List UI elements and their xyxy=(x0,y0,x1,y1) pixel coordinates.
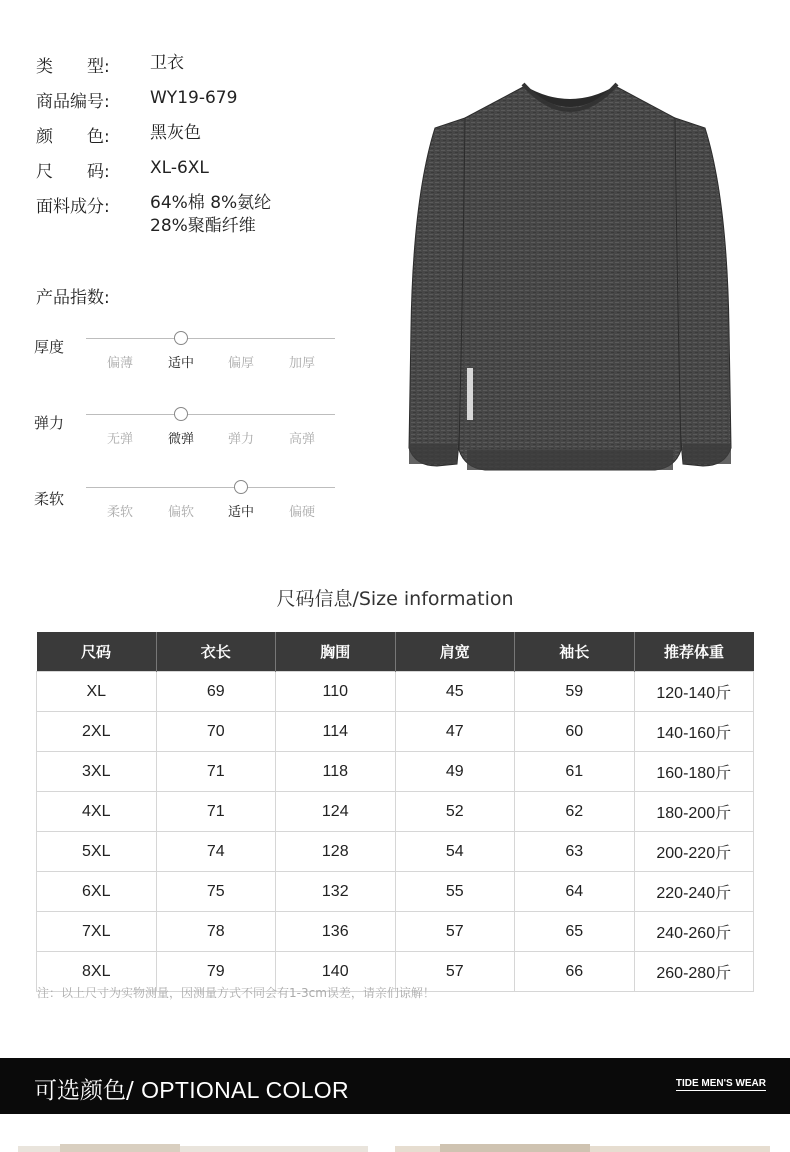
table-cell: 75 xyxy=(156,872,276,912)
table-row xyxy=(37,912,754,952)
table-cell: 57 xyxy=(395,912,515,952)
table-cell: 6XL xyxy=(37,872,157,912)
table-cell: 71 xyxy=(156,752,276,792)
table-cell: 200-220斤 xyxy=(634,832,754,872)
index-option: 加厚 xyxy=(288,356,315,371)
table-cell: 47 xyxy=(395,712,515,752)
table-cell: 110 xyxy=(276,672,396,712)
index-track xyxy=(86,338,335,339)
table-cell: 140 xyxy=(276,952,396,992)
index-option: 偏硬 xyxy=(288,505,315,520)
spec-value-line2: 28%聚酯纤维 xyxy=(150,216,256,236)
spec-value: XL-6XL xyxy=(150,158,209,178)
spec-value: 卫衣 xyxy=(150,53,184,73)
spec-value: 64%棉 8%氨纶 xyxy=(150,193,272,213)
index-track xyxy=(86,487,335,488)
table-cell: 64 xyxy=(515,872,635,912)
index-label: 柔软 xyxy=(34,490,65,508)
table-row xyxy=(37,832,754,872)
table-cell: XL xyxy=(37,672,157,712)
header-cell: 袖长 xyxy=(515,632,635,672)
table-cell: 180-200斤 xyxy=(634,792,754,832)
table-row xyxy=(37,712,754,752)
index-knob xyxy=(234,480,248,494)
measurement-note: 注：以上尺寸为实物测量，因测量方式不同会有1-3cm误差，请亲们谅解！ xyxy=(37,986,435,1000)
table-cell: 160-180斤 xyxy=(634,752,754,792)
table-cell: 45 xyxy=(395,672,515,712)
table-cell: 120-140斤 xyxy=(634,672,754,712)
table-row xyxy=(37,872,754,912)
size-table xyxy=(36,632,754,992)
table-cell: 260-280斤 xyxy=(634,952,754,992)
index-option: 弹力 xyxy=(227,432,254,447)
brand-label: TIDE MEN'S WEAR xyxy=(675,1078,766,1089)
header-cell: 尺码 xyxy=(37,632,157,672)
header-cell: 衣长 xyxy=(156,632,276,672)
spec-value: WY19-679 xyxy=(150,88,238,108)
index-title: 产品指数: xyxy=(36,288,110,308)
table-cell: 57 xyxy=(395,952,515,992)
header-cell: 胸围 xyxy=(276,632,396,672)
index-option: 适中 xyxy=(227,505,254,520)
table-cell: 114 xyxy=(276,712,396,752)
spec-value: 黑灰色 xyxy=(150,123,201,143)
table-cell: 79 xyxy=(156,952,276,992)
table-cell: 70 xyxy=(156,712,276,752)
spec-key: 颜 色: xyxy=(36,127,110,147)
banner-title-en: OPTIONAL COLOR xyxy=(141,1077,349,1103)
index-option: 无弹 xyxy=(106,432,133,447)
table-cell: 65 xyxy=(515,912,635,952)
table-cell: 128 xyxy=(276,832,396,872)
table-cell: 61 xyxy=(515,752,635,792)
size-table-header xyxy=(37,632,754,672)
table-cell: 124 xyxy=(276,792,396,832)
index-knob xyxy=(174,331,188,345)
table-cell: 71 xyxy=(156,792,276,832)
index-option: 偏薄 xyxy=(106,356,133,371)
table-cell: 63 xyxy=(515,832,635,872)
table-cell: 62 xyxy=(515,792,635,832)
index-track xyxy=(86,414,335,415)
color-preview-strip xyxy=(0,1142,790,1152)
size-info-title: 尺码信息/Size information xyxy=(276,588,514,610)
index-option: 偏厚 xyxy=(227,356,254,371)
table-row xyxy=(37,752,754,792)
index-knob xyxy=(174,407,188,421)
table-cell: 74 xyxy=(156,832,276,872)
table-cell: 69 xyxy=(156,672,276,712)
table-cell: 3XL xyxy=(37,752,157,792)
banner-title xyxy=(34,1072,349,1105)
table-cell: 66 xyxy=(515,952,635,992)
banner-title-cn: 可选颜色/ xyxy=(34,1078,134,1104)
index-option: 微弹 xyxy=(167,432,194,447)
table-cell: 59 xyxy=(515,672,635,712)
table-cell: 8XL xyxy=(37,952,157,992)
table-row xyxy=(37,672,754,712)
table-cell: 4XL xyxy=(37,792,157,832)
table-cell: 132 xyxy=(276,872,396,912)
spec-key: 尺 码: xyxy=(36,162,110,182)
header-cell: 肩宽 xyxy=(395,632,515,672)
optional-color-banner xyxy=(0,1058,790,1114)
table-cell: 140-160斤 xyxy=(634,712,754,752)
table-cell: 78 xyxy=(156,912,276,952)
table-cell: 240-260斤 xyxy=(634,912,754,952)
table-cell: 118 xyxy=(276,752,396,792)
table-cell: 7XL xyxy=(37,912,157,952)
table-cell: 60 xyxy=(515,712,635,752)
table-cell: 54 xyxy=(395,832,515,872)
table-cell: 136 xyxy=(276,912,396,952)
index-option: 偏软 xyxy=(167,505,194,520)
table-cell: 55 xyxy=(395,872,515,912)
index-option: 柔软 xyxy=(106,505,133,520)
spec-key: 类 型: xyxy=(36,57,110,77)
index-label: 弹力 xyxy=(34,414,65,432)
table-cell: 49 xyxy=(395,752,515,792)
header-cell: 推荐体重 xyxy=(634,632,754,672)
index-option: 适中 xyxy=(167,356,194,371)
table-cell: 5XL xyxy=(37,832,157,872)
table-cell: 2XL xyxy=(37,712,157,752)
table-cell: 220-240斤 xyxy=(634,872,754,912)
sweatshirt-image xyxy=(405,78,735,473)
index-option: 高弹 xyxy=(288,432,315,447)
spec-key: 商品编号: xyxy=(36,92,110,112)
index-label: 厚度 xyxy=(34,338,65,356)
spec-key: 面料成分: xyxy=(36,197,110,217)
table-row xyxy=(37,792,754,832)
table-cell: 52 xyxy=(395,792,515,832)
